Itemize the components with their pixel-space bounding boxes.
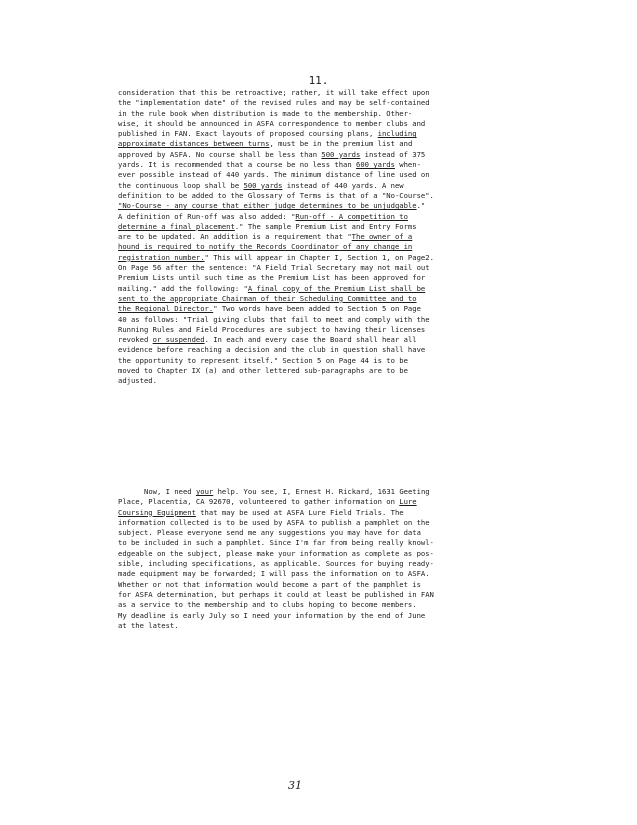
underlined-text: sent to the appropriate Chairman of their Scheduling Committee and to [118,293,417,303]
text-run: evidence before reaching a decision and the club in question shall have [118,345,426,355]
text-run: instead of 440 yards. A new [282,180,404,190]
text-run: ." The sample Premium List and Entry Forms [234,221,417,231]
text-line [118,139,528,149]
text-line [118,559,528,569]
text-run: Running Rules and Field Procedures are subject to having their licenses [118,324,426,334]
text-line [118,366,528,376]
text-line [118,508,528,518]
text-run: to be included in such a pamphlet. Since I'm far from being really knowl- [118,538,434,548]
text-run: the opportunity to represent itself." Section 5 on Page 44 is to be [118,355,408,365]
text-line [118,580,528,590]
text-run: " Two words have been added to Section 5 on Page [213,304,421,314]
text-line [118,232,528,242]
text-line [118,345,528,355]
text-line [118,611,528,621]
underlined-text: A final copy of the Premium List shall be [247,283,426,293]
handwritten-page-mark: 31 [288,779,302,792]
text-line [118,600,528,610]
text-line [118,304,528,314]
underlined-text: the Regional Director. [118,304,214,314]
text-run: Premium Lists until such time as the Premium List has been approved for [118,273,426,283]
text-run: information collected is to be used by ASFA to publish a pamphlet on the [118,517,430,527]
text-line [118,253,528,263]
text-run: revoked [118,335,153,345]
text-run: sible, including specifications, as applicable. Sources for buying ready- [118,559,434,569]
text-run: ever possible instead of 440 yards. The minimum distance of line used on [118,170,430,180]
underlined-text: Run-off - A competition to [295,211,408,221]
underlined-text: determine a final placement [118,221,235,231]
text-line [118,222,528,232]
text-run: instead of 375 [360,149,426,159]
text-run: edgeable on the subject, please make your information as complete as pos- [118,548,434,558]
text-run: that may be used at ASFA Lure Field Trials. The [195,507,404,517]
body-paragraph-equipment-request [118,487,528,631]
text-run: On Page 56 after the sentence: "A Field Trial Secretary may not mail out [118,263,430,273]
underlined-text: 500 yards [243,180,283,190]
text-line [118,621,528,631]
text-run: published in FAN. Exact layouts of proposed coursing plans, [118,129,378,139]
text-line [118,98,528,108]
text-line [118,376,528,386]
text-run: 40 as follows: "Trial giving clubs that fail to meet and comply with the [118,314,430,324]
text-line [118,242,528,252]
text-line [118,518,528,528]
text-run: as a service to the membership and to clubs hoping to become members. [118,600,417,610]
text-run: the "implementation date" of the revised rules and may be self-contained [118,98,430,108]
underlined-text: registration number. [118,252,205,262]
text-run: , must be in the premium list and [269,139,413,149]
page-number: 11. [308,74,329,87]
text-line [118,538,528,548]
text-run: for ASFA determination, but perhaps it could at least be published in FAN [118,589,434,599]
text-line [118,170,528,180]
text-line [118,487,528,497]
text-run: moved to Chapter IX (a) and other lettered sub-paragraphs are to be [118,366,408,376]
text-run: mailing." add the following: " [118,283,248,293]
underlined-text: approximate distances between turns [118,139,270,149]
text-run: in the rule book when distribution is made to the membership. Other- [118,108,413,118]
underlined-text: "No-Course - any course that either judge determines to be unjudgable [118,201,417,211]
text-line [118,201,528,211]
underlined-text: your [195,487,214,496]
body-paragraph-rules-changes [118,88,528,387]
underlined-text: hound is required to notify the Records Coordinator of any change in [118,242,413,252]
text-run: . In each and every case the Board shall hear all [204,335,417,345]
text-line [118,294,528,304]
text-line [118,88,528,98]
text-line [118,150,528,160]
text-line [118,315,528,325]
text-line [118,590,528,600]
underlined-text: or suspended [152,335,205,345]
text-run: Now, I need [144,487,196,496]
text-line [118,528,528,538]
text-run: adjusted. [118,376,157,386]
text-run: Place, Placentia, CA 92670, volunteered to gather information on [118,497,400,507]
underlined-text: Coursing Equipment [118,507,196,517]
text-run: the continuous loop shall be [118,180,244,190]
text-run: My deadline is early July so I need your information by the end of June [118,610,426,620]
text-line [118,119,528,129]
text-line [118,569,528,579]
underlined-text: The owner of a [351,232,413,242]
text-line [118,181,528,191]
text-line [118,356,528,366]
text-line [118,325,528,335]
text-run: when- [394,160,421,170]
underlined-text: 500 yards [321,149,361,159]
text-run: A definition of Run-off was also added: " [118,211,296,221]
text-run: definition to be added to the Glossary of Terms is that of a "No-Course". [118,190,434,200]
text-line [118,263,528,273]
text-run: Whether or not that information would become a part of the pamphlet is [118,579,421,589]
text-run: made equipment may be forwarded; I will pass the information on to ASFA. [118,569,430,579]
text-line [118,497,528,507]
text-run: " This will appear in Chapter I, Section 1, on Page2. [204,252,434,262]
text-line [118,273,528,283]
underlined-text: including [377,129,417,139]
text-line [118,335,528,345]
text-run: consideration that this be retroactive; rather, it will take effect upon [118,88,430,97]
text-run: at the latest. [118,620,179,630]
text-line [118,129,528,139]
text-run: help. You see, I, Ernest H. Rickard, 1631 Geeting [213,487,430,496]
text-line [118,109,528,119]
text-line [118,284,528,294]
text-run: wise, it should be announced in ASFA correspondence to member clubs and [118,118,426,128]
text-line [118,212,528,222]
text-run: are to be updated. An addition is a requirement that " [118,232,352,242]
text-run: ." [416,201,426,211]
text-run: subject. Please everyone send me any suggestions you may have for data [118,528,421,538]
text-run: yards. It is recommended that a course be no less than [118,160,356,170]
underlined-text: Lure [399,497,417,507]
underlined-text: 600 yards [356,160,395,170]
text-line [118,191,528,201]
text-run: approved by ASFA. No course shall be less than [118,149,322,159]
text-line [118,160,528,170]
text-line [118,549,528,559]
